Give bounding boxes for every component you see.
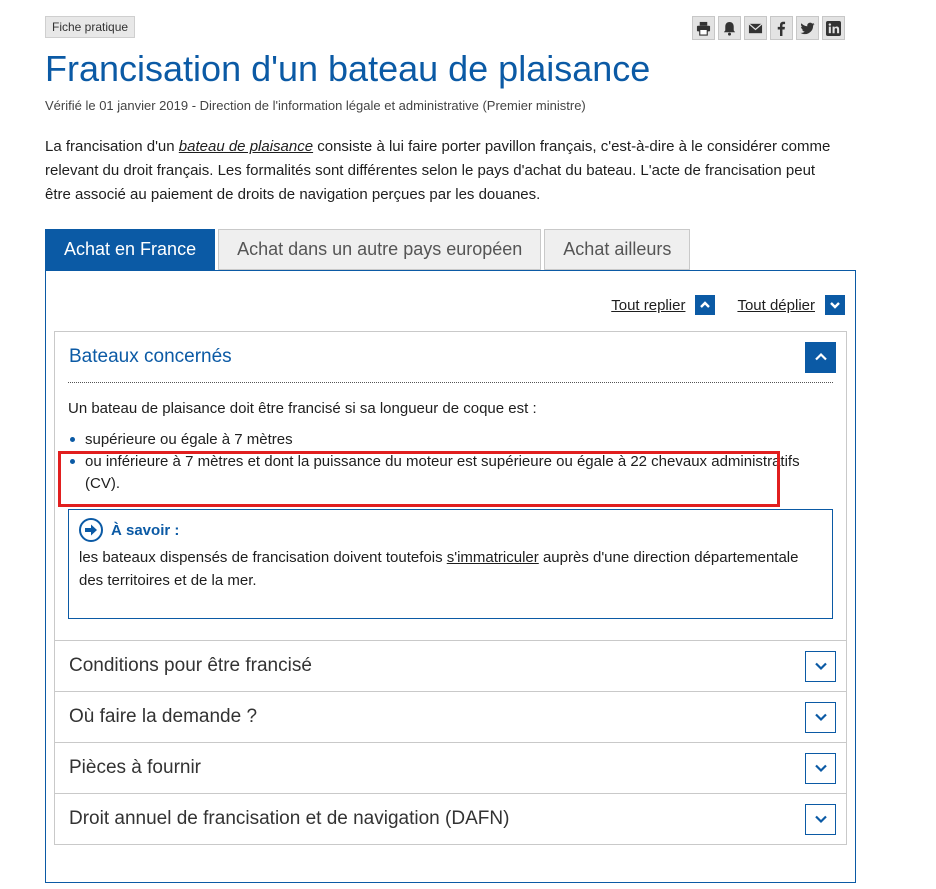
- accordion-section-ou-faire-la-demande: [55, 691, 846, 742]
- conditions-list: [68, 429, 833, 495]
- note-text-start: les bateaux dispensés de francisation doivent toutefois: [79, 549, 447, 566]
- chevron-up-icon[interactable]: [805, 342, 836, 373]
- bell-icon[interactable]: [718, 16, 741, 40]
- print-icon[interactable]: [692, 16, 715, 40]
- chevron-down-icon[interactable]: [825, 295, 845, 315]
- note-text: [79, 546, 822, 592]
- linkedin-icon[interactable]: [822, 16, 845, 40]
- expand-all-link[interactable]: Tout déplier: [737, 296, 815, 314]
- chevron-up-icon[interactable]: [695, 295, 715, 315]
- content-type-badge: Fiche pratique: [45, 16, 135, 38]
- accordion: [54, 331, 847, 845]
- accordion-body: [55, 382, 846, 640]
- tab-achat-europe[interactable]: Achat dans un autre pays européen: [218, 229, 541, 270]
- share-toolbar: [692, 16, 845, 40]
- chevron-down-icon[interactable]: [805, 753, 836, 784]
- note-header: [79, 518, 822, 542]
- accordion-title: Bateaux concernés: [69, 346, 232, 367]
- accordion-section-dafn: [55, 793, 846, 844]
- note-title: À savoir :: [111, 521, 180, 539]
- section-text: Un bateau de plaisance doit être francisé si sa longueur de coque est :: [68, 400, 537, 417]
- accordion-header[interactable]: [55, 641, 846, 691]
- bateau-de-plaisance-link[interactable]: bateau de plaisance: [178, 138, 314, 155]
- list-item: ou inférieure à 7 mètres et dont la puissance du moteur est supérieure ou égale à 22 chevaux administratifs (CV).: [68, 451, 833, 495]
- accordion-header[interactable]: [55, 692, 846, 742]
- arrow-right-icon: [79, 518, 103, 542]
- chevron-down-icon[interactable]: [805, 651, 836, 682]
- intro-paragraph: [45, 135, 835, 207]
- accordion-header[interactable]: [55, 794, 846, 844]
- accordion-toggles: [611, 295, 845, 315]
- accordion-title: Où faire la demande ?: [69, 706, 258, 727]
- accordion-title: Droit annuel de francisation et de navigation (DAFN): [69, 808, 510, 829]
- mail-icon[interactable]: [744, 16, 767, 40]
- accordion-header[interactable]: [55, 743, 846, 793]
- info-note: [68, 509, 833, 619]
- chevron-down-icon[interactable]: [805, 702, 836, 733]
- tab-panel: [45, 270, 856, 883]
- accordion-section-bateaux-concernes: [55, 332, 846, 640]
- twitter-icon[interactable]: [796, 16, 819, 40]
- list-item: supérieure ou égale à 7 mètres: [68, 429, 833, 451]
- dotted-divider: [68, 382, 833, 383]
- accordion-header[interactable]: [55, 332, 846, 382]
- chevron-down-icon[interactable]: [805, 804, 836, 835]
- immatriculer-link[interactable]: s'immatriculer: [446, 549, 539, 566]
- tab-achat-ailleurs[interactable]: Achat ailleurs: [544, 229, 690, 270]
- tab-achat-en-france[interactable]: Achat en France: [45, 229, 215, 270]
- purchase-tabs: [45, 229, 690, 270]
- accordion-section-pieces-a-fournir: [55, 742, 846, 793]
- intro-text: La francisation d'un: [45, 138, 179, 155]
- page-title: Francisation d'un bateau de plaisance: [45, 48, 651, 89]
- intro-text-rest: consiste à lui faire porter pavillon français, c'est-à-dire à le considérer comme relevant du droit français. Les formalités sont différentes selon le pays d'achat du bateau. L'acte de francisation peut être associé au paiement de droits de navigation perçues par les douanes.: [45, 138, 831, 203]
- accordion-section-conditions: [55, 640, 846, 691]
- facebook-icon[interactable]: [770, 16, 793, 40]
- accordion-title: Pièces à fournir: [69, 757, 202, 778]
- verification-meta: Vérifié le 01 janvier 2019 - Direction de l'information légale et administrative (Premier ministre): [45, 98, 586, 113]
- accordion-title: Conditions pour être francisé: [69, 655, 312, 676]
- collapse-all-link[interactable]: Tout replier: [611, 296, 686, 314]
- note-text-end: auprès d'une direction départementale des territoires et de la mer.: [79, 549, 799, 589]
